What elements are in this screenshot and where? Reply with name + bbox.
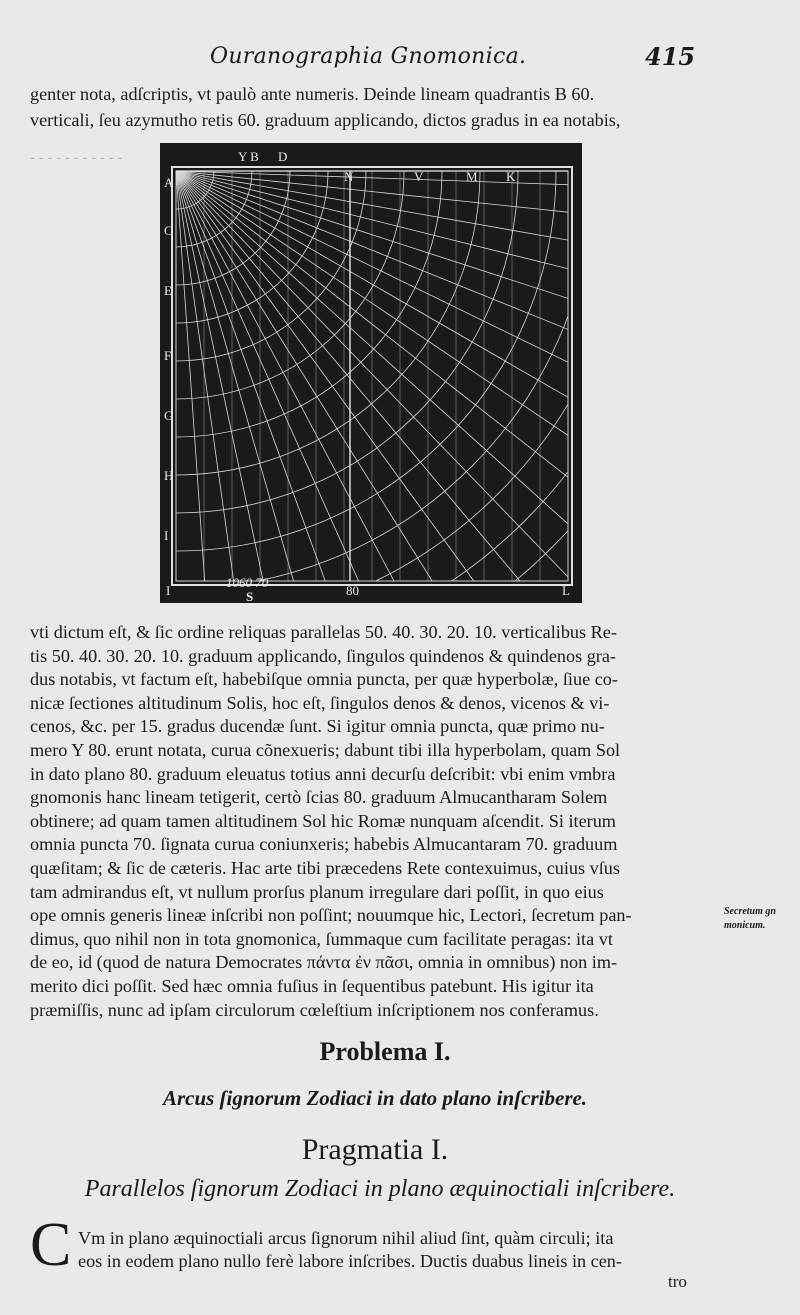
gnomonic-net-figure [160, 143, 582, 603]
text-line: obtinere; ad quam tamen altitudinem Sol hic Romæ nunquam aſcendit. Si iterum [30, 810, 616, 831]
figure-label-bottom: 80 [346, 583, 359, 598]
text-line: eos in eodem plano nullo ferè labore inſcribes. Ductis duabus lineis in cen- [78, 1251, 622, 1271]
engraving-hour-line [176, 171, 582, 310]
engraving-arc [176, 171, 582, 603]
engraving-arc [176, 171, 582, 603]
problem-subheading: Arcus ſignorum Zodiaci in dato plano inſcribere. [162, 1086, 588, 1110]
engraving-hour-line [176, 171, 582, 571]
figure-label-top: M [466, 169, 478, 184]
engraving-hour-line [176, 171, 582, 603]
figure-label-top: Y B [238, 149, 259, 164]
figure-label-top: K [506, 169, 516, 184]
running-head: Ouranographia Gnomonica. [210, 44, 527, 69]
text-line: præmiſſis, nunc ad ipſam circulorum cœleſtium inſcriptionem nos conferamus. [30, 999, 599, 1020]
text-line: tam admirandus eſt, vt nullum prorſus planum irregulare dari poſſit, in quo eius [30, 881, 604, 902]
margin-note-line: monicum. [724, 920, 766, 931]
text-line: dimus, quo nihil non in tota gnomonica, ſummaque cum facilitate peragas: ita vt [30, 928, 613, 949]
text-line: dus notabis, vt factum eſt, habebiſque omnia puncta, per quæ hyperbolæ, ſiue co- [30, 669, 618, 690]
catchword: tro [668, 1272, 687, 1291]
figure-label-bottom: I [166, 583, 171, 598]
figure-label-bottom: S [246, 589, 254, 604]
pragmatia-subheading: Parallelos ſignorum Zodiaci in plano æquinoctiali inſcribere. [84, 1176, 676, 1202]
engraving-hour-line [176, 171, 582, 603]
text-line: omnia puncta 70. ſignata curua coniunxeris; habebis Almucantaram 70. graduum [30, 834, 618, 855]
drop-capital: C [30, 1211, 72, 1279]
text-line: mero Y 80. erunt notata, curua cõnexueris; dabunt tibi illa hyperbolam, quam Sol [30, 740, 621, 760]
figure-label-left: E [164, 283, 172, 298]
figure-label-left: C [164, 223, 173, 238]
text-line: in dato plano 80. graduum eleuatus totius anni decurſu deſcribit: vbi enim vmbra [30, 763, 616, 784]
text-line: genter nota, adſcriptis, vt paulò ante numeris. Deinde lineam quadrantis B 60. [30, 84, 595, 104]
text-line: nicæ ſectiones altitudinum Solis, hoc eſt, ſingulos denos & denos, vicenos & vi- [30, 692, 610, 713]
figure-label-left: G [164, 408, 174, 423]
engraving-hour-line [176, 171, 397, 603]
figure-label-top: V [414, 169, 424, 184]
figure-label-left: I [164, 528, 169, 543]
engraving-hour-line [176, 171, 582, 603]
problem-heading: Problema I. [319, 1037, 451, 1066]
text-line: vti dictum eſt, & ſic ordine reliquas parallelas 50. 40. 30. 20. 10. verticalibus Re- [30, 622, 617, 642]
engraving-hour-line [176, 171, 582, 603]
page-number: 415 [645, 42, 696, 71]
engraving-hour-line [176, 171, 582, 603]
figure-label-top: N [344, 169, 354, 184]
text-line: cenos, &c. per 15. gradus ducendæ ſunt. Si igitur omnia puncta, quæ primo nu- [30, 716, 605, 737]
engraving-hour-line [176, 171, 582, 255]
figure-label-top: D [278, 149, 288, 164]
figure-label-left: A [164, 175, 174, 190]
margin-note [724, 906, 776, 917]
figure-label-left: F [164, 348, 172, 363]
figure-label-bottom: 1060 70 [226, 575, 269, 590]
text-line: de eo, id (quod de natura Democrates πάντα ἐν πᾶσι, omnia in omnibus) non im- [30, 952, 618, 973]
text-line: tis 50. 40. 30. 20. 10. graduum applicando, ſingulos quindenos & quindenos gra- [30, 645, 616, 666]
bleed-through-text: - - - - - - - - - - - [30, 150, 123, 166]
engraving-hour-line [176, 171, 450, 603]
text-line: Vm in plano æquinoctiali arcus ſignorum nihil aliud ſint, quàm circuli; ita [78, 1228, 614, 1248]
figure-engraving [160, 143, 582, 603]
text-line: gnomonis hanc lineam tetigerit, certò ſcias 80. graduum Almucantharam Solem [30, 787, 608, 808]
text-line: ope omnis generis lineæ inſcribi non poſſint; nouumque hic, Lectori, ſecretum pan- [30, 905, 632, 926]
margin-note [724, 920, 765, 931]
engraving-hour-line [176, 171, 582, 199]
figure-label-bottom: L [562, 583, 570, 598]
engraving-hour-line [176, 171, 582, 603]
pragmatia-heading: Pragmatia I. [301, 1133, 449, 1166]
engraving-hour-line [176, 171, 582, 603]
figure-label-left: H [164, 468, 174, 483]
margin-note-line: Secretum gn [724, 906, 776, 917]
text-line: quæſitam; & ſic de cæteris. Hac arte tibi præcedens Rete contexuimus, cuius vſus [30, 858, 620, 878]
engraving-arc [176, 171, 582, 603]
text-line: merito dici poſſit. Sed hæc omnia fuſius in ſequentibus patebunt. His igitur ita [30, 976, 594, 996]
text-line: verticali, ſeu azymutho retis 60. graduum applicando, dictos gradus in ea notabis, [30, 110, 621, 130]
